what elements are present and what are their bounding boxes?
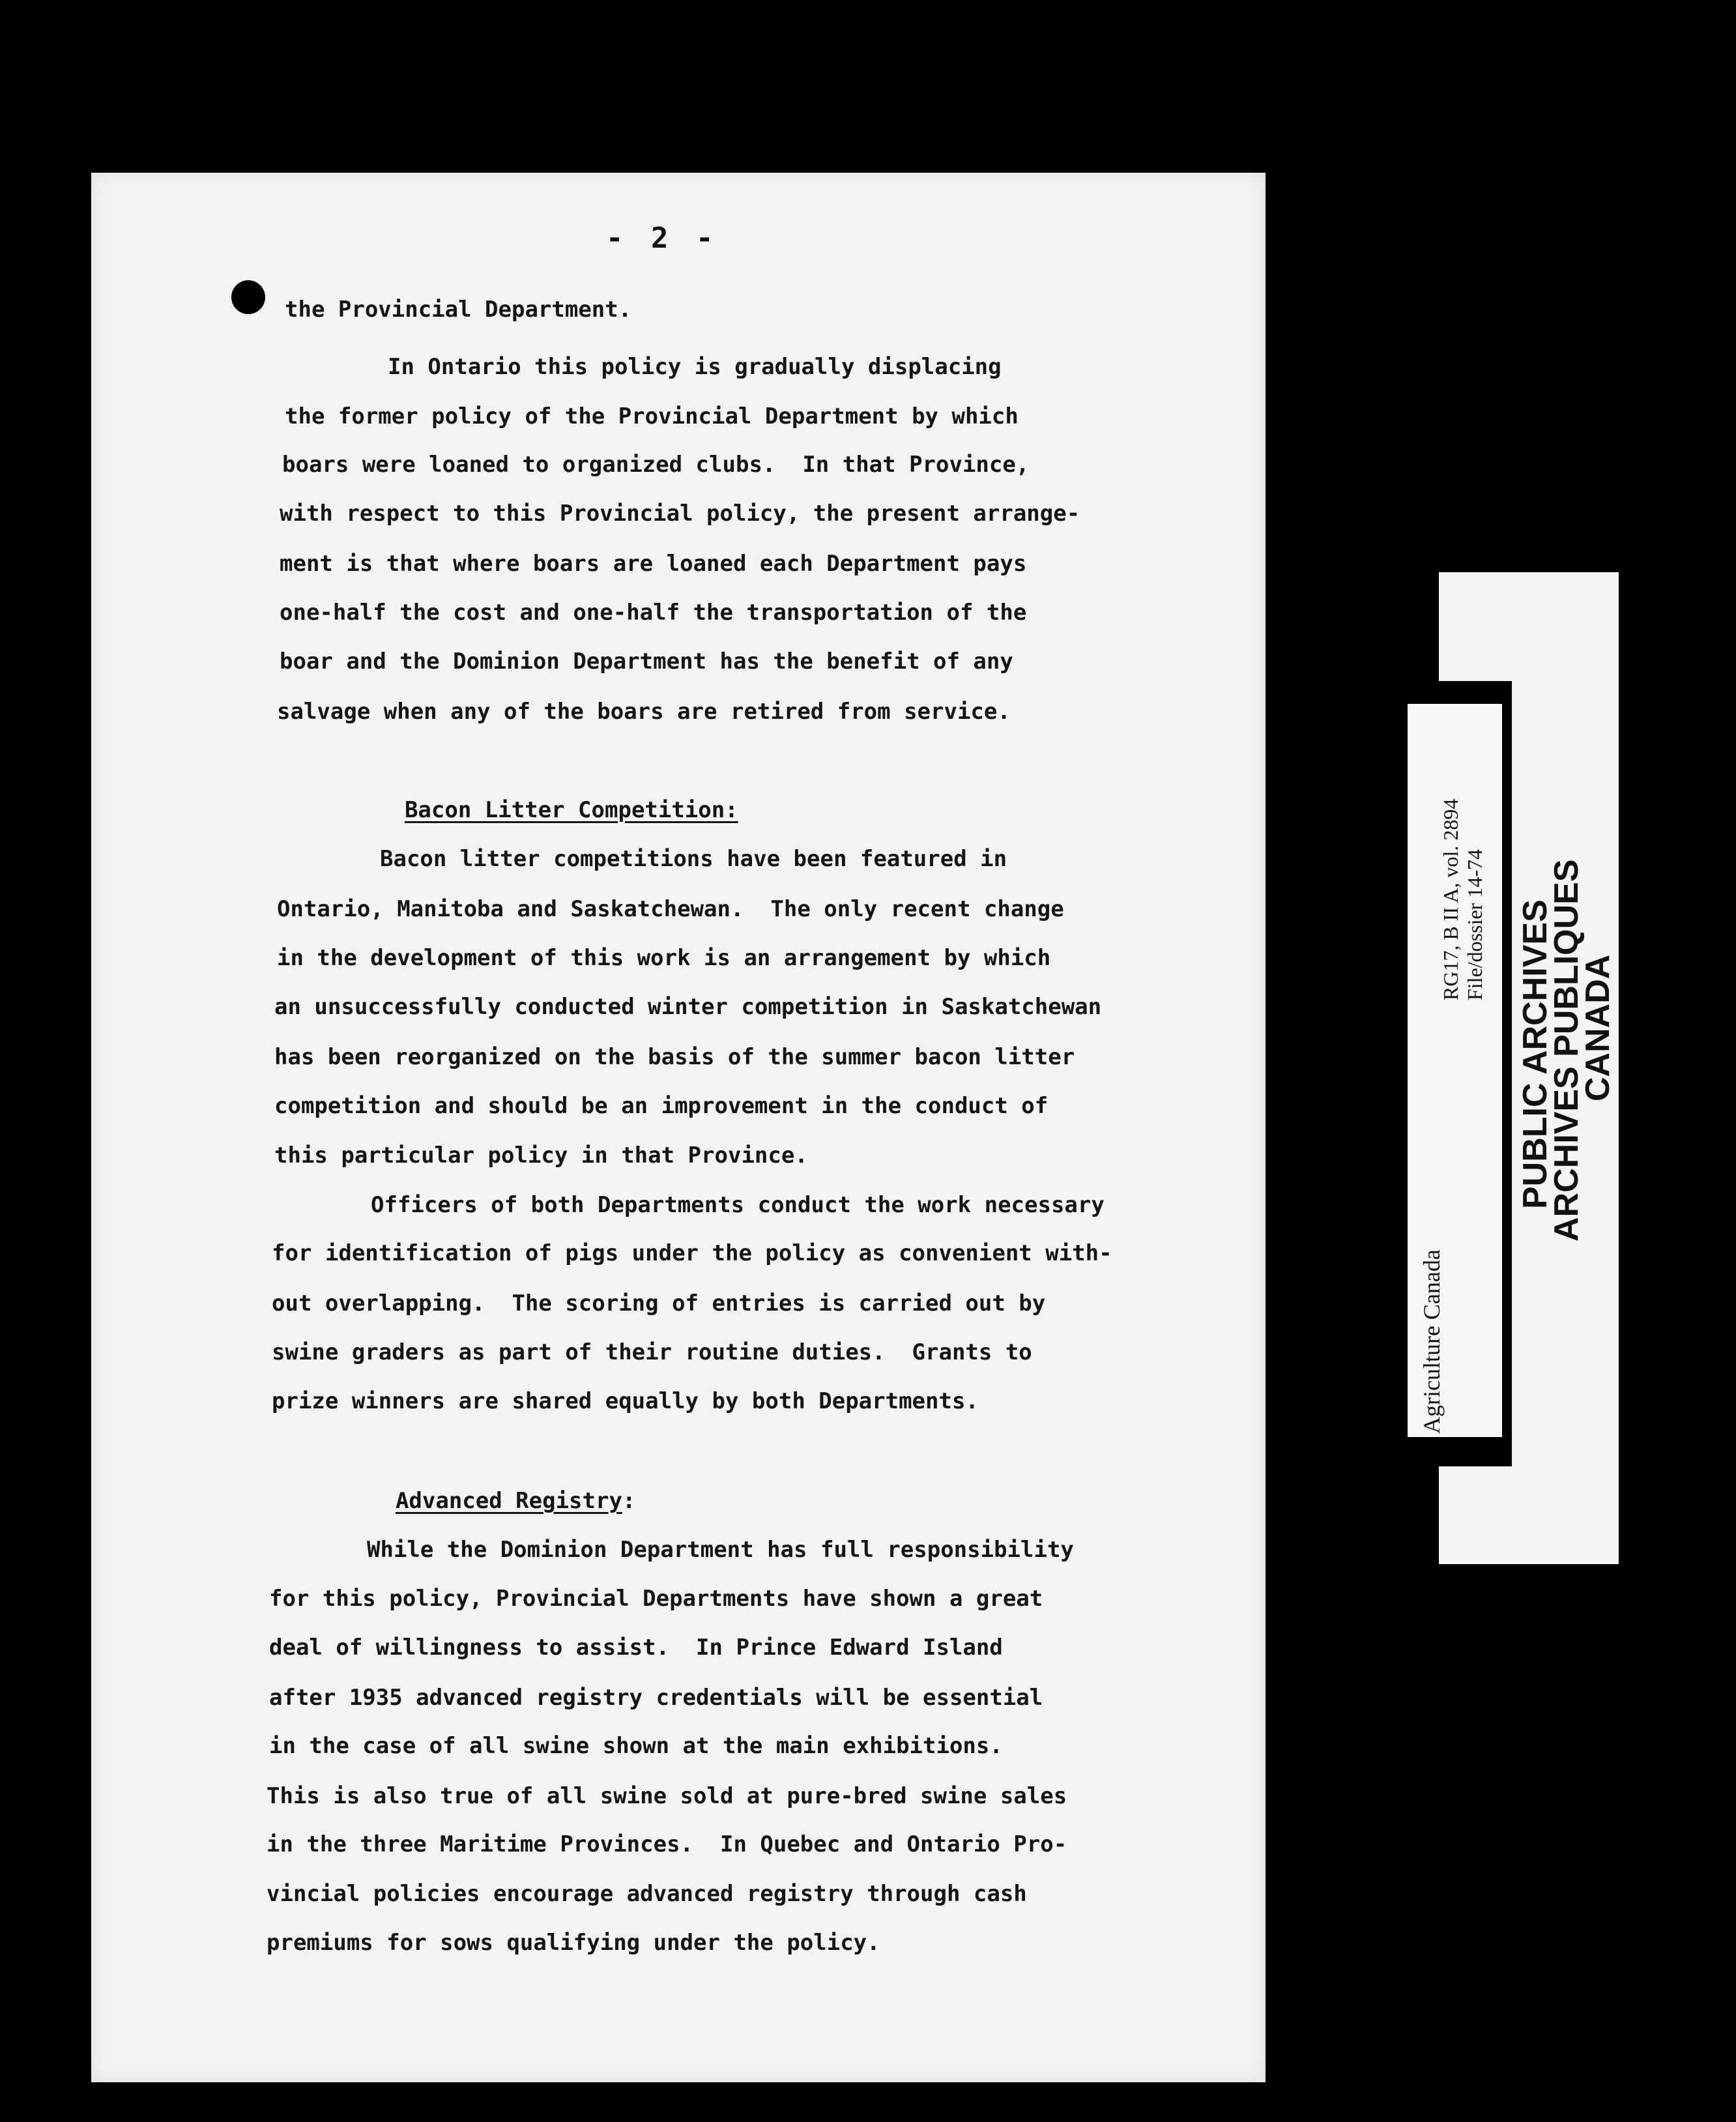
text-line: for this policy, Provincial Departments have shown a great bbox=[269, 1586, 1043, 1612]
text-line: this particular policy in that Province. bbox=[274, 1142, 808, 1169]
archive-file-number: File/dossier 14-74 bbox=[1463, 849, 1486, 1000]
text-line: after 1935 advanced registry credentials will be essential bbox=[269, 1685, 1043, 1711]
text-line: boar and the Dominion Department has the benefit of any bbox=[280, 648, 1013, 675]
text-line: Officers of both Departments conduct the work necessary bbox=[371, 1192, 1105, 1218]
section-heading-advanced-registry bbox=[369, 1462, 635, 1514]
text-line: the Provincial Department. bbox=[285, 297, 632, 323]
archive-reference: RG17, B II A, vol. 2894 bbox=[1439, 798, 1462, 1000]
text-line: out overlapping. The scoring of entries is carried out by bbox=[272, 1290, 1046, 1316]
text-line: Ontario, Manitoba and Saskatchewan. The only recent change bbox=[277, 896, 1064, 922]
archive-stamp-line-2: ARCHIVES PUBLIQUES bbox=[1548, 859, 1585, 1242]
text-line: In Ontario this policy is gradually displacing bbox=[388, 354, 1002, 380]
text-line: the former policy of the Provincial Department by which bbox=[285, 403, 1019, 429]
text-line: one-half the cost and one-half the transportation of the bbox=[280, 600, 1027, 626]
heading-text: Advanced Registry bbox=[395, 1488, 622, 1514]
punch-hole bbox=[231, 280, 265, 314]
text-line: vincial policies encourage advanced registry through cash bbox=[267, 1881, 1027, 1907]
text-line: in the case of all swine shown at the main exhibitions. bbox=[269, 1733, 1003, 1759]
text-line: This is also true of all swine sold at pure-bred swine sales bbox=[267, 1783, 1067, 1809]
text-line: with respect to this Provincial policy, the present arrange- bbox=[280, 501, 1080, 527]
text-line: deal of willingness to assist. In Prince Edward Island bbox=[269, 1635, 1003, 1661]
heading-colon: : bbox=[622, 1488, 636, 1514]
heading-text: Bacon Litter Competition: bbox=[404, 797, 738, 823]
text-line: an unsuccessfully conducted winter competition in Saskatchewan bbox=[274, 994, 1102, 1020]
text-line: in the development of this work is an arrangement by which bbox=[277, 945, 1051, 971]
text-line: in the three Maritime Provinces. In Quebec and Ontario Pro- bbox=[267, 1831, 1067, 1857]
text-line: salvage when any of the boars are retired from service. bbox=[277, 699, 1011, 725]
text-line: boars were loaned to organized clubs. In that Province, bbox=[282, 452, 1030, 478]
text-line: swine graders as part of their routine duties. Grants to bbox=[272, 1339, 1032, 1365]
text-line: ment is that where boars are loaned each Department pays bbox=[280, 551, 1027, 577]
text-line: While the Dominion Department has full responsibility bbox=[367, 1537, 1074, 1563]
text-line: for identification of pigs under the policy as convenient with- bbox=[272, 1240, 1112, 1266]
archive-stamp-line-1: PUBLIC ARCHIVES bbox=[1516, 899, 1554, 1209]
page-number: - 2 - bbox=[606, 222, 719, 255]
text-line: Bacon litter competitions have been featured in bbox=[380, 846, 1007, 872]
archive-department: Agriculture Canada bbox=[1419, 1249, 1445, 1434]
text-line: prize winners are shared equally by both Departments. bbox=[272, 1388, 979, 1414]
text-line: competition and should be an improvement in the conduct of bbox=[274, 1093, 1049, 1119]
archive-stamp-line-3: CANADA bbox=[1579, 954, 1617, 1101]
text-line: premiums for sows qualifying under the policy. bbox=[267, 1930, 880, 1956]
text-line: has been reorganized on the basis of the summer bacon litter bbox=[274, 1044, 1075, 1070]
section-heading-bacon-litter bbox=[378, 771, 738, 823]
